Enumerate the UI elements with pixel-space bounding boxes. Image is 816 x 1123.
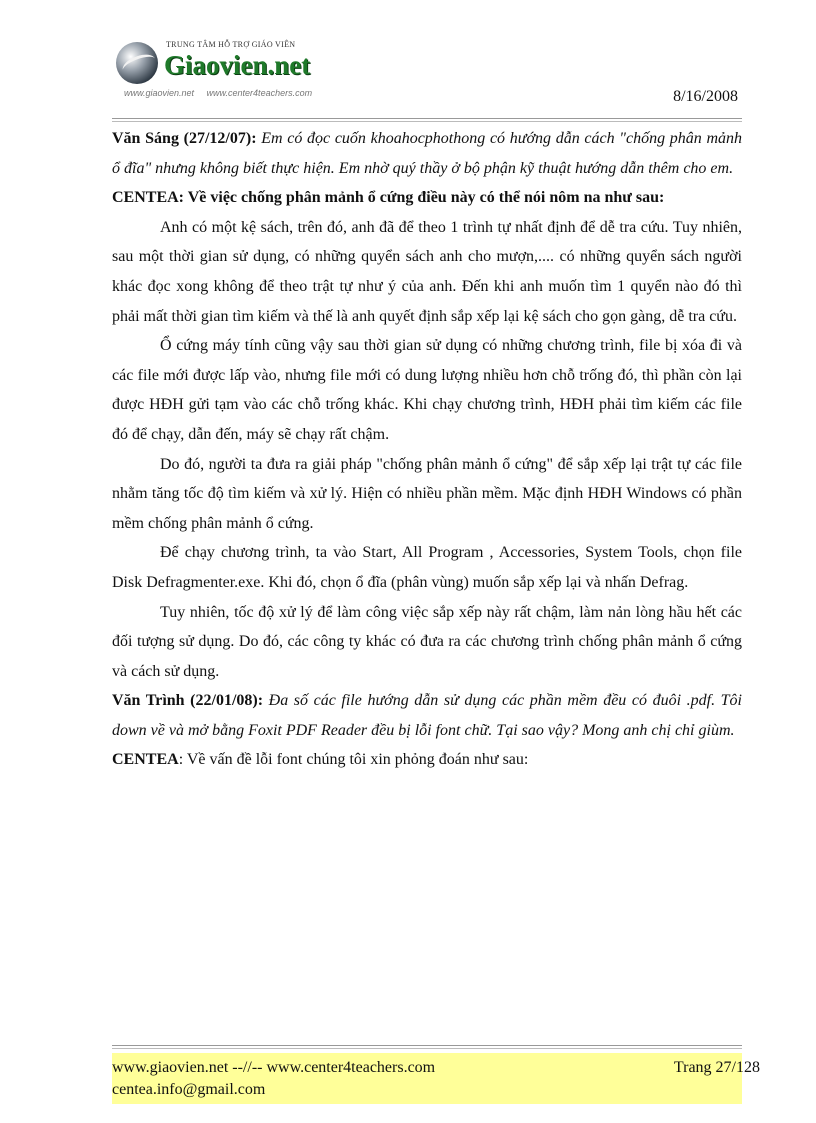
answer-2 bbox=[112, 745, 742, 775]
giaovien-logo bbox=[116, 38, 376, 102]
logo-brand: Giaovien.net bbox=[164, 50, 311, 80]
logo-websites: www.giaovien.net www.center4teachers.com bbox=[124, 88, 313, 98]
logo-tagline: TRUNG TÂM HỖ TRỢ GIÁO VIÊN bbox=[166, 40, 296, 49]
question-1-text: Em có đọc cuốn khoahocphothong có hướng dẫn cách "chống phân mảnh ổ đĩa" nhưng không biết thực hiện. Em nhờ quý thầy ở bộ phận kỹ thuật hướng dẫn thêm cho em. bbox=[112, 130, 743, 177]
answer-1-paragraph: Để chạy chương trình, ta vào Start, All Program , Accessories, System Tools, chọn file Disk Defragmenter.exe. Khi đó, chọn ổ đĩa (phân vùng) muốn sắp xếp lại và nhấn Defrag. bbox=[112, 544, 742, 591]
question-1: Văn Sáng (27/12/07): Em có đọc cuốn khoahocphothong có hướng dẫn cách "chống phân mảnh ổ đĩa" nhưng không biết thực hiện. Em nhờ quý thầy ở bộ phận kỹ thuật hướng dẫn thêm cho em. bbox=[112, 130, 743, 177]
answer-1-paragraph: Do đó, người ta đưa ra giải pháp "chống phân mảnh ổ cứng" để sắp xếp lại trật tự các file nhằm tăng tốc độ tìm kiếm và xử lý. Hiện có nhiều phần mềm. Mặc định HĐH Windows có phần mềm chống phân mảnh ổ cứng. bbox=[112, 455, 742, 532]
question-2-author: Văn Trình (22/01/08) bbox=[112, 692, 258, 710]
answer-1-heading: CENTEA: Về việc chống phân mảnh ổ cứng điều này có thể nói nôm na như sau: bbox=[112, 189, 665, 207]
footer-websites: www.giaovien.net --//-- www.center4teachers.com bbox=[112, 1059, 436, 1076]
answer-1-paragraph: Anh có một kệ sách, trên đó, anh đã để theo 1 trình tự nhất định để dễ tra cứu. Tuy nhiên, sau một thời gian sử dụng, có những quyển sách anh cho mượn,.... có những quyển sách người khác đọc xong không để theo trật tự như ý của anh. Đến khi anh muốn tìm 1 quyển nào đó thì phải mất thời gian tìm kiếm và thế là anh quyết định sắp xếp lại kệ sách cho gọn gàng, dễ tra cứu. bbox=[112, 218, 742, 325]
footer-email: centea.info@gmail.com bbox=[112, 1081, 266, 1098]
page-footer bbox=[112, 1045, 760, 1104]
question-2: Văn Trình (22/01/08): Đa số các file hướng dẫn sử dụng các phần mềm đều có đuôi .pdf. Tôi down về và mở bằng Foxit PDF Reader đều bị lỗi font chữ. Tại sao vậy? Mong anh chị chỉ giùm. bbox=[112, 692, 743, 739]
question-2-text: Đa số các file hướng dẫn sử dụng các phần mềm đều có đuôi .pdf. Tôi down về và mở bằng Foxit PDF Reader đều bị lỗi font chữ. Tại sao vậy? Mong anh chị chỉ giùm. bbox=[112, 692, 743, 739]
header-divider bbox=[112, 118, 742, 122]
answer-2-text: : Về vấn đề lỗi font chúng tôi xin phỏng đoán như sau: bbox=[178, 751, 529, 769]
page-number: Trang 27/128 bbox=[673, 1059, 760, 1076]
document-body bbox=[112, 124, 742, 775]
header-date: 8/16/2008 bbox=[673, 88, 738, 105]
globe-icon bbox=[116, 42, 158, 84]
footer-divider bbox=[112, 1045, 742, 1049]
answer-2-label: CENTEA bbox=[112, 751, 179, 769]
footer-box bbox=[112, 1053, 760, 1104]
answer-1-paragraph: Ổ cứng máy tính cũng vậy sau thời gian sử dụng có những chương trình, file bị xóa đi và các file mới được lấp vào, nhưng file mới có dung lượng nhiều hơn chỗ trống đó, thì phần còn lại được HĐH gửi tạm vào các chỗ trống khác. Khi chạy chương trình, HĐH phải tìm kiếm các file đó để chạy, dẫn đến, máy sẽ chạy rất chậm. bbox=[112, 337, 742, 443]
answer-1-paragraph: Tuy nhiên, tốc độ xử lý để làm công việc sắp xếp này rất chậm, làm nản lòng hầu hết các đối tượng sử dụng. Do đó, các công ty khác có đưa ra các chương trình chống phân mảnh ổ cứng và cách sử dụng. bbox=[112, 603, 742, 680]
question-1-author: Văn Sáng (27/12/07) bbox=[112, 130, 252, 147]
page-header bbox=[112, 38, 742, 108]
